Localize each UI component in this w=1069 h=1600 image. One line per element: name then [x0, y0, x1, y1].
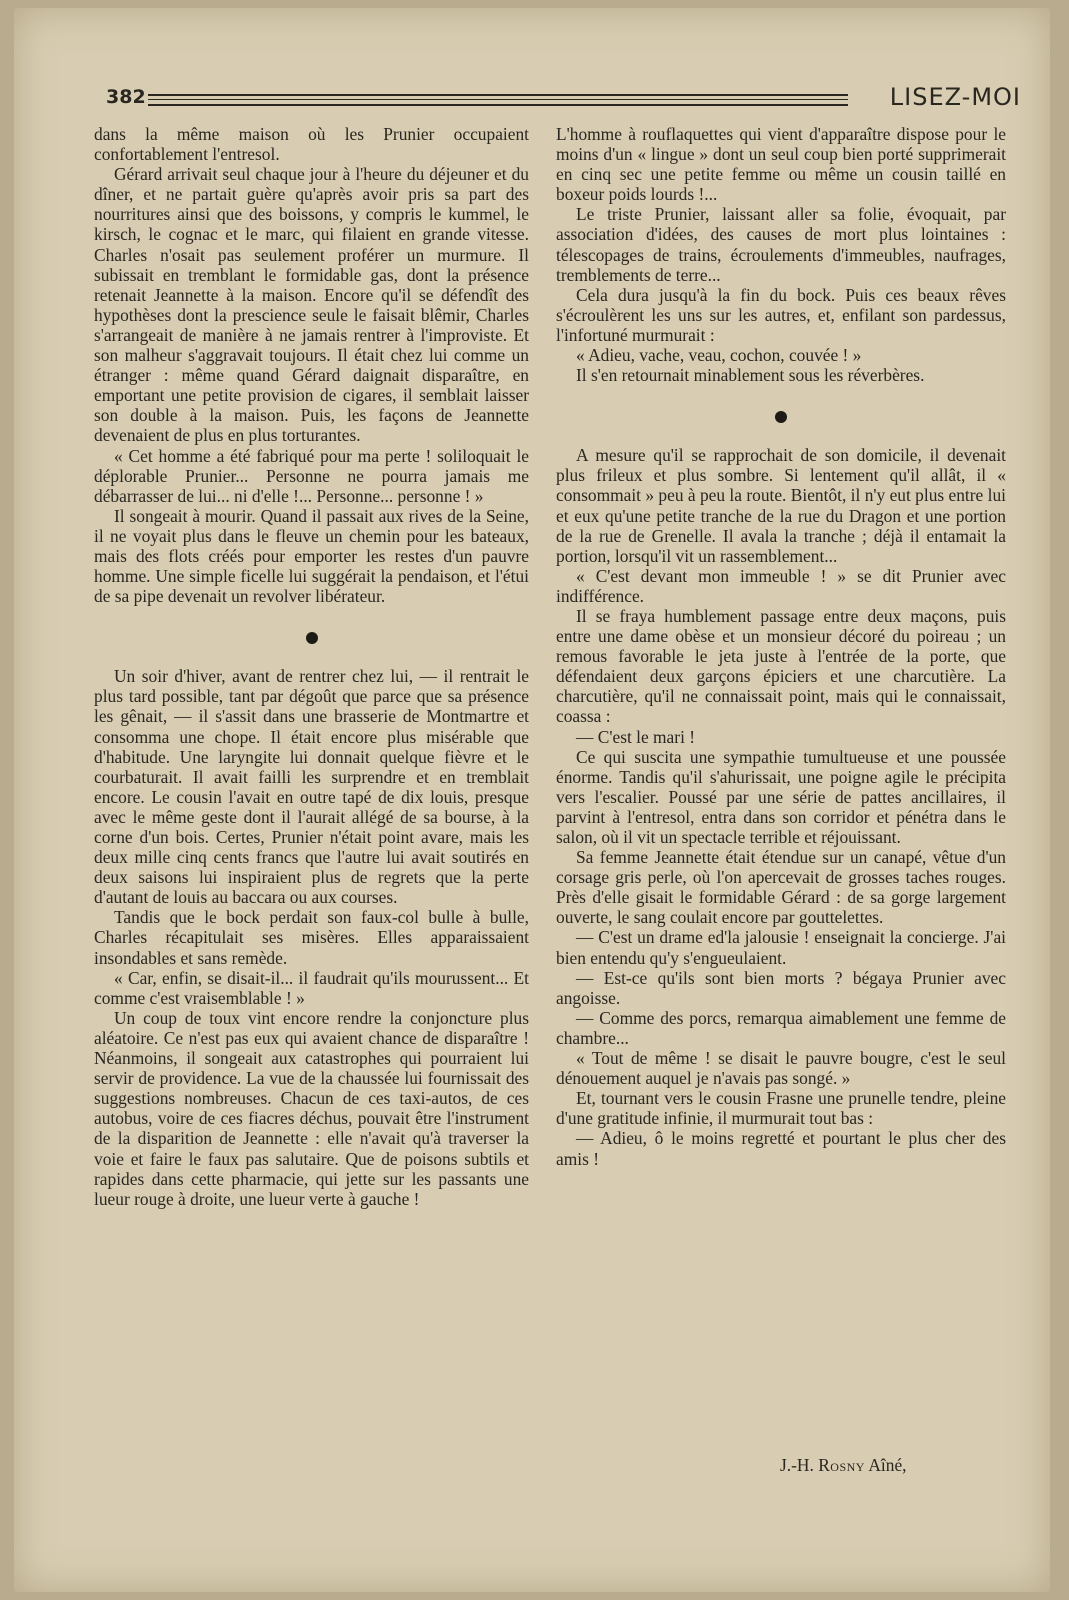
signature-surname: Rosny	[818, 1455, 865, 1475]
paragraph: L'homme à rouflaquettes qui vient d'apparaître dispose pour le moins d'un « lingue » dont un seul coup bien porté supprimerait en cinq sec une petite femme ou même un cousin taillé en boxeur poids lourds !...	[556, 124, 1006, 205]
paragraph: « Car, enfin, se disait-il... il faudrait qu'ils mourussent... Et comme c'est vraisemblable ! »	[94, 967, 529, 1008]
paragraph: « Tout de même ! se disait le pauvre bougre, c'est le seul dénouement auquel je n'avais pas songé. »	[556, 1048, 1006, 1089]
paragraph: Un coup de toux vint encore rendre la conjoncture plus aléatoire. Ce n'est pas eux qui avaient chance de disparaître ! Néanmoins, il songeait aux catastrophes qui pourraient lui servir de providence. La vue de la chaussée lui fournissait des suggestions nombreuses. Chacun de ces taxi-autos, de ces autobus, voire de ces fiacres déchus, pouvait être l'instrument de la disparition de Jeannette : elle n'avait qu'à traverser la voie et faire le faux pas salutaire. Que de poisons subtils et rapides dans cette pharmacie, qui jette sur les passants une lueur rouge à droite, une lueur verte à gauche !	[94, 1007, 529, 1209]
signature-initials: J.-H.	[780, 1455, 814, 1475]
right-text-column	[556, 124, 1006, 1169]
paragraph: dans la même maison où les Prunier occupaient confortablement l'entresol.	[94, 124, 529, 165]
signature-suffix: Aîné,	[868, 1455, 907, 1475]
paragraph: Gérard arrivait seul chaque jour à l'heure du déjeuner et du dîner, et ne partait guère qu'après avoir pris sa part des nourritures ainsi que des boissons, y compris le kummel, le kirsch, le cognac et le marc, qui filaient en grande vitesse. Charles n'osait pas seulement proférer un murmure. Il subissait en tremblant le formidable gas, dont la présence retenait Jeannette à la maison. Encore qu'il se défendît des hypothèses dont la prescience seule le faisait blêmir, Charles s'arrangeait de manière à ne jamais rentrer à l'improviste. Et son malheur s'aggravait toujours. Il était chez lui comme un étranger : même quand Gérard daignait disparaître, en emportant une petite provision de cigares, il semblait laisser son double à la maison. Puis, les façons de Jeannette devenaient de plus en plus torturantes.	[94, 164, 529, 446]
paragraph: « Adieu, vache, veau, cochon, couvée ! »	[576, 345, 862, 366]
paragraph: Un soir d'hiver, avant de rentrer chez lui, — il rentrait le plus tard possible, tant par dégoût que parce que sa présence les gênait, — il s'assit dans une brasserie de Montmartre et consomma une chope. Il était encore plus misérable que d'habitude. Une laryngite lui donnait quelque fièvre et le courbaturait. Il avait failli les surprendre et en tremblait encore. Le cousin l'avait en outre tapé de dix louis, presque avec le même geste dont il l'aurait allégé de sa bourse, à la corne d'un bois. Certes, Prunier n'était point avare, mais les deux mille cinq cents francs que l'autre lui avait soutirés en deux saisons lui inspiraient plus de regrets que la perte d'autant de louis au baccara ou aux courses.	[94, 666, 529, 908]
paragraph: — C'est le mari !	[576, 726, 696, 747]
paragraph: — Est-ce qu'ils sont bien morts ? bégaya Prunier avec angoisse.	[556, 967, 1006, 1008]
bullet-icon	[306, 632, 318, 644]
paragraph: Il songeait à mourir. Quand il passait aux rives de la Seine, il ne voyait plus dans le fleuve un chemin pour les bateaux, mais des flots créés pour emporter les restes d'un pauvre homme. Une simple ficelle lui suggérait la pendaison, et l'étui de sa pipe devenait un revolver libérateur.	[94, 505, 529, 607]
paragraph: — C'est un drame ed'la jalousie ! enseignait la concierge. J'ai bien entendu qu'y s'engueulaient.	[556, 927, 1006, 968]
paragraph: A mesure qu'il se rapprochait de son domicile, il devenait plus frileux et plus sombre. Si lentement qu'il allât, il « consommait » peu à peu la route. Bientôt, il n'y eut plus entre lui et eux qu'une petite tranche de la rue du Dragon et une portion de la rue de Grenelle. Il avala la tranche ; déjà il entamait la portion, lorsqu'il vit un rassemblement...	[556, 445, 1006, 566]
paragraph: Il se fraya humblement passage entre deux maçons, puis entre une dame obèse et un monsieur décoré du poireau ; un remous favorable le jeta juste à l'entrée de la porte, que défendaient deux garçons épiciers et une charcutière. La charcutière, qu'il ne connaissait point, mais qui le connaissait, coassa :	[556, 605, 1006, 727]
header-rule	[148, 94, 848, 106]
paragraph: — Adieu, ô le moins regretté et pourtant le plus cher des amis !	[556, 1128, 1006, 1169]
paragraph: « Cet homme a été fabriqué pour ma perte ! soliloquait le déplorable Prunier... Personne ne pourra jamais me débarrasser de lui... ni d'elle !... Personne... personne ! »	[94, 445, 529, 506]
paragraph: — Comme des porcs, remarqua aimablement une femme de chambre...	[556, 1007, 1006, 1048]
paragraph: Sa femme Jeannette était étendue sur un canapé, vêtue d'un corsage gris perle, où l'on apercevait de grosses taches rouges. Près d'elle gisait le formidable Gérard : de sa gorge largement ouverte, le sang coulait encore par gouttelettes.	[556, 847, 1006, 928]
paragraph: Et, tournant vers le cousin Frasne une prunelle tendre, pleine d'une gratitude infinie, il murmurait tout bas :	[556, 1088, 1006, 1129]
section-break-bullet	[94, 606, 529, 666]
section-break-bullet	[556, 385, 1006, 445]
author-signature	[780, 1455, 907, 1476]
paragraph: Tandis que le bock perdait son faux-col bulle à bulle, Charles récapitulait ses misères. Elles apparaissaient insondables et sans remède.	[94, 907, 529, 968]
paragraph: Il s'en retournait minablement sous les réverbères.	[576, 365, 925, 386]
paragraph: « C'est devant mon immeuble ! » se dit Prunier avec indifférence.	[556, 565, 1006, 606]
magazine-title: LISEZ-MOI	[889, 83, 1021, 111]
paragraph: Ce qui suscita une sympathie tumultueuse et une poussée énorme. Tandis qu'il s'ahurissait, une poigne agile le précipita vers l'escalier. Poussé par une série de pattes ancillaires, il parvint à l'entresol, entra dans son corridor et pénétra dans le salon, où il vit un spectacle terrible et réjouissant.	[556, 746, 1006, 847]
paragraph: Le triste Prunier, laissant aller sa folie, évoquait, par association d'idées, des causes de mort plus lointaines : télescopages de trains, écroulements d'immeubles, naufrages, tremblements de terre...	[556, 204, 1006, 285]
paragraph: Cela dura jusqu'à la fin du bock. Puis ces beaux rêves s'écroulèrent les uns sur les autres, et, enfilant son pardessus, l'infortuné murmurait :	[556, 284, 1006, 345]
left-text-column	[94, 124, 529, 1209]
bullet-icon	[775, 411, 787, 423]
page-header	[106, 83, 1021, 116]
page-number: 382	[106, 86, 146, 108]
